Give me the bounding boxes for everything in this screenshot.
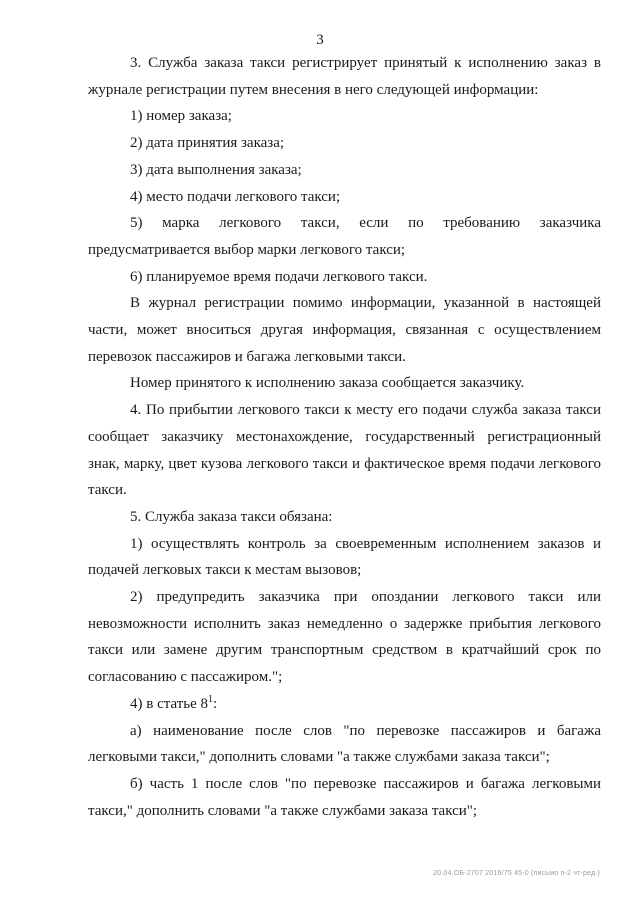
- list-item-taxi-brand: 5) марка легкового такси, если по требованию заказчика предусматривается выбор марки легкового такси;: [88, 215, 601, 258]
- paragraph-4-arrival: 4. По прибытии легкового такси к месту его подачи служба заказа такси сообщает заказчику местонахождение, государственный регистрационный знак, марку, цвет кузова легкового такси и фактическое время подачи легкового такси.: [88, 402, 601, 499]
- list-item-acceptance-date: 2) дата принятия заказа;: [130, 135, 285, 152]
- article-superscript: 1: [208, 693, 214, 705]
- sub-item-a-name: а) наименование после слов "по перевозке пассажиров и багажа легковыми такси," дополнить словами "а также службами заказа такси";: [88, 722, 601, 766]
- list-item-control: 1) осуществлять контроль за своевременным исполнением заказов и подачей легковых такси к местам вызовов;: [88, 535, 601, 579]
- paragraph-5-intro: 5. Служба заказа такси обязана:: [130, 508, 333, 525]
- article-item-suffix: :: [213, 695, 218, 712]
- paragraph-3-intro: 3. Служба заказа такси регистрирует принятый к исполнению заказ в журнале регистрации путем внесения в него следующей информации:: [88, 55, 601, 98]
- article-item-prefix: 4) в статье 8: [130, 695, 209, 712]
- footer-stamp: 20.04.ОБ-2707 2016/75 45-0 (письмо п-2 чт-ред.): [433, 870, 600, 877]
- list-item-pickup-place: 4) место подачи легкового такси;: [130, 188, 341, 205]
- list-item-warn-customer: 2) предупредить заказчика при опоздании легкового такси или невозможности исполнить заказ немедленно о задержке прибытия легкового такси или замене другим транспортным средством в кратчайший срок по согласованию с пассажиром.";: [88, 589, 601, 686]
- paragraph-order-number-reported: Номер принятого к исполнению заказа сообщается заказчику.: [130, 375, 525, 392]
- list-item-order-number: 1) номер заказа;: [130, 108, 232, 125]
- page-number: 3: [316, 32, 324, 48]
- document-body: [88, 50, 601, 824]
- list-item-planned-time: 6) планируемое время подачи легкового такси.: [130, 268, 428, 285]
- sub-item-b-part-1: б) часть 1 после слов "по перевозке пассажиров и багажа легковыми такси," дополнить словами "а также службами заказа такси";: [88, 775, 601, 819]
- list-item-execution-date: 3) дата выполнения заказа;: [130, 161, 302, 178]
- paragraph-journal-other-info: В журнал регистрации помимо информации, указанной в настоящей части, может вноситься другая информация, связанная с осуществлением перевозок пассажиров и багажа легковыми такси.: [88, 295, 601, 365]
- paragraph-article-8-1: [88, 691, 601, 718]
